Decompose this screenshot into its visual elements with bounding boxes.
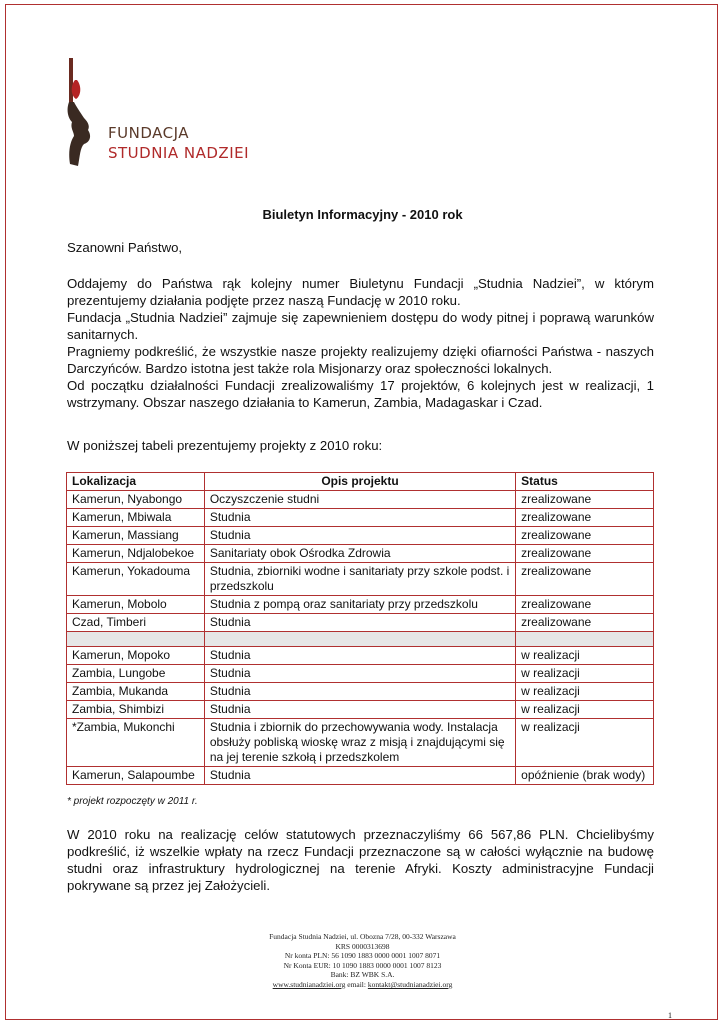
table-row xyxy=(67,614,654,632)
footer xyxy=(200,932,525,990)
cell-location: Zambia, Mukanda xyxy=(67,683,205,701)
foundation-logo-icon xyxy=(62,52,262,184)
cell-status: w realizacji xyxy=(516,719,654,767)
email-label: email: xyxy=(347,979,366,989)
cell-status: zrealizowane xyxy=(516,527,654,545)
intro-paragraphs xyxy=(67,275,654,411)
cell-status: w realizacji xyxy=(516,647,654,665)
cell-location: Zambia, Shimbizi xyxy=(67,701,205,719)
cell-location: Kamerun, Yokadouma xyxy=(67,563,205,596)
final-paragraph: W 2010 roku na realizację celów statutowych przeznaczyliśmy 66 567,86 PLN. Chcielibyśmy podkreślić, iż wszelkie wpłaty na rzecz Fundacji przeznaczone są w całości wyłącznie na budowę studni oraz infrastruktury hydrologicznej na terenie Afryki. Koszty administracyjne Fundacji pokrywane są przez jej Założycieli. xyxy=(67,827,654,893)
cell-location: Czad, Timberi xyxy=(67,614,205,632)
cell-status xyxy=(516,632,654,647)
cell-status: w realizacji xyxy=(516,665,654,683)
footer-contact xyxy=(200,980,525,990)
cell-location: Kamerun, Ndjalobekoe xyxy=(67,545,205,563)
table-header-row xyxy=(67,473,654,491)
greeting: Szanowni Państwo, xyxy=(67,240,183,255)
table-row xyxy=(67,683,654,701)
table-row xyxy=(67,509,654,527)
table-row xyxy=(67,701,654,719)
paragraph: Pragniemy podkreślić, że wszystkie nasze projekty realizujemy dzięki ofiarności Państwa - naszych Darczyńców. Bardzo istotna jest także rola Misjonarzy oraz społeczności lokalnych. xyxy=(67,344,654,376)
logo-line-fundacja: FUNDACJA xyxy=(108,124,190,142)
cell-status: w realizacji xyxy=(516,683,654,701)
cell-location: Kamerun, Salapoumbe xyxy=(67,767,205,785)
footer-krs: KRS 0000313698 xyxy=(335,941,390,951)
paragraph: Fundacja „Studnia Nadziei” zajmuje się zapewnieniem dostępu do wody pitnej i poprawą warunków sanitarnych. xyxy=(67,310,654,342)
footer-address: Fundacja Studnia Nadziei, ul. Obozna 7/28, 00-332 Warszawa xyxy=(269,932,456,941)
cell-status: zrealizowane xyxy=(516,563,654,596)
cell-location: Zambia, Lungobe xyxy=(67,665,205,683)
header-status: Status xyxy=(516,473,654,491)
logo-line-studnia: STUDNIA NADZIEI xyxy=(108,144,250,162)
table-row xyxy=(67,596,654,614)
table-row xyxy=(67,563,654,596)
cell-status: zrealizowane xyxy=(516,509,654,527)
cell-description: Studnia xyxy=(204,527,515,545)
cell-status: zrealizowane xyxy=(516,614,654,632)
table-row xyxy=(67,767,654,785)
cell-description: Studnia xyxy=(204,683,515,701)
footer-account-pln: Nr konta PLN: 56 1090 1883 0000 0001 1007 8071 xyxy=(284,951,441,961)
cell-status: w realizacji xyxy=(516,701,654,719)
cell-location: *Zambia, Mukonchi xyxy=(67,719,205,767)
logo-text xyxy=(108,124,249,162)
cell-description: Studnia z pompą oraz sanitariaty przy przedszkolu xyxy=(204,596,515,614)
footer-bank: Bank: BZ WBK S.A. xyxy=(330,970,395,980)
cell-description: Sanitariaty obok Ośrodka Zdrowia xyxy=(204,545,515,563)
cell-description: Studnia xyxy=(204,767,515,785)
table-row xyxy=(67,665,654,683)
document-title: Biuletyn Informacyjny - 2010 rok xyxy=(262,207,463,222)
cell-description: Studnia xyxy=(204,665,515,683)
email-link[interactable]: kontakt@studnianadziei.org xyxy=(367,979,453,989)
table-row xyxy=(67,491,654,509)
cell-location: Kamerun, Massiang xyxy=(67,527,205,545)
paragraph: Od początku działalności Fundacji zrealizowaliśmy 17 projektów, 6 kolejnych jest w realizacji, 1 wstrzymany. Obszar naszego działania to Kamerun, Zambia, Madagaskar i Czad. xyxy=(67,378,654,410)
projects-table xyxy=(66,472,654,785)
footer-account-eur: Nr Konta EUR: 10 1090 1883 0000 0001 1007 8123 xyxy=(283,960,442,970)
header-location: Lokalizacja xyxy=(67,473,205,491)
cell-status: zrealizowane xyxy=(516,545,654,563)
page-number: 1 xyxy=(668,1011,672,1020)
cell-description: Studnia i zbiornik do przechowywania wody. Instalacja obsłuży pobliską wioskę wraz z misją i znajdującymi się na jej terenie szkołą i przedszkolem xyxy=(204,719,515,767)
cell-description: Studnia, zbiorniki wodne i sanitariaty przy szkole podst. i przedszkolu xyxy=(204,563,515,596)
table-intro: W poniższej tabeli prezentujemy projekty z 2010 roku: xyxy=(67,438,383,453)
cell-location xyxy=(67,632,205,647)
cell-description: Studnia xyxy=(204,614,515,632)
cell-description: Studnia xyxy=(204,647,515,665)
table-row xyxy=(67,647,654,665)
cell-description: Oczyszczenie studni xyxy=(204,491,515,509)
table-row xyxy=(67,632,654,647)
table-row xyxy=(67,545,654,563)
table-row xyxy=(67,719,654,767)
cell-status: zrealizowane xyxy=(516,596,654,614)
cell-location: Kamerun, Nyabongo xyxy=(67,491,205,509)
cell-status: opóźnienie (brak wody) xyxy=(516,767,654,785)
paragraph: Oddajemy do Państwa rąk kolejny numer Biuletynu Fundacji „Studnia Nadziei”, w którym prezentujemy działania podjęte przez naszą Fundację w 2010 roku. xyxy=(67,276,654,308)
cell-location: Kamerun, Mopoko xyxy=(67,647,205,665)
cell-description: Studnia xyxy=(204,509,515,527)
cell-location: Kamerun, Mobolo xyxy=(67,596,205,614)
cell-status: zrealizowane xyxy=(516,491,654,509)
cell-description xyxy=(204,632,515,647)
cell-location: Kamerun, Mbiwala xyxy=(67,509,205,527)
header-description: Opis projektu xyxy=(204,473,515,491)
cell-description: Studnia xyxy=(204,701,515,719)
website-link[interactable]: www.studnianadziei.org xyxy=(272,979,346,989)
table-row xyxy=(67,527,654,545)
footnote: * projekt rozpoczęty w 2011 r. xyxy=(67,796,198,807)
